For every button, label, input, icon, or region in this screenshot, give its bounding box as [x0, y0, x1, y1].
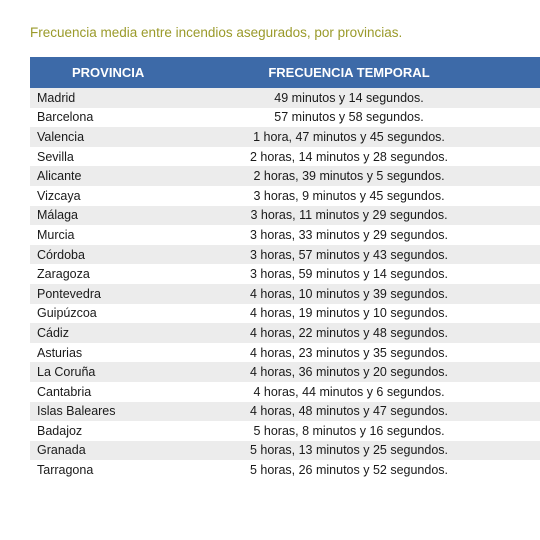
- table-row: [30, 402, 540, 422]
- cell-frecuencia: 4 horas, 36 minutos y 20 segundos.: [249, 365, 449, 380]
- table-row: [30, 421, 540, 441]
- cell-provincia: Asturias: [37, 345, 83, 360]
- table-row: [30, 323, 540, 343]
- cell-provincia: Murcia: [37, 227, 75, 242]
- cell-frecuencia: 4 horas, 22 minutos y 48 segundos.: [249, 325, 449, 340]
- table-row: [30, 362, 540, 382]
- cell-frecuencia: 4 horas, 10 minutos y 39 segundos.: [249, 286, 449, 301]
- table-row: [30, 206, 540, 226]
- cell-provincia: Cádiz: [37, 325, 69, 340]
- cell-provincia: Valencia: [37, 129, 85, 144]
- cell-frecuencia: 3 horas, 33 minutos y 29 segundos.: [249, 227, 449, 242]
- cell-provincia: La Coruña: [37, 365, 96, 380]
- cell-frecuencia: 4 horas, 44 minutos y 6 segundos.: [253, 384, 445, 399]
- cell-frecuencia: 1 hora, 47 minutos y 45 segundos.: [253, 129, 445, 144]
- cell-frecuencia: 57 minutos y 58 segundos.: [274, 110, 424, 125]
- table-row: [30, 166, 540, 186]
- table-row: [30, 186, 540, 206]
- table-row: [30, 127, 540, 147]
- cell-provincia: Guipúzcoa: [37, 306, 97, 321]
- table-row: [30, 88, 540, 108]
- table-row: [30, 304, 540, 324]
- cell-provincia: Málaga: [37, 208, 78, 223]
- table-row: [30, 225, 540, 245]
- table-row: [30, 284, 540, 304]
- cell-provincia: Barcelona: [37, 110, 94, 125]
- cell-frecuencia: 4 horas, 19 minutos y 10 segundos.: [249, 306, 449, 321]
- cell-frecuencia: 3 horas, 9 minutos y 45 segundos.: [253, 188, 445, 203]
- cell-frecuencia: 4 horas, 48 minutos y 47 segundos.: [249, 404, 449, 419]
- cell-frecuencia: 49 minutos y 14 segundos.: [274, 90, 424, 105]
- cell-frecuencia: 3 horas, 59 minutos y 14 segundos.: [249, 267, 449, 282]
- table-body: [30, 88, 540, 480]
- cell-frecuencia: 2 horas, 14 minutos y 28 segundos.: [249, 149, 449, 164]
- cell-frecuencia: 5 horas, 8 minutos y 16 segundos.: [253, 423, 445, 438]
- cell-provincia: Cantabria: [37, 384, 92, 399]
- cell-provincia: Pontevedra: [37, 286, 101, 301]
- table-row: [30, 108, 540, 128]
- table-row: [30, 460, 540, 480]
- cell-provincia: Islas Baleares: [37, 404, 116, 419]
- cell-provincia: Zaragoza: [37, 267, 90, 282]
- cell-frecuencia: 5 horas, 13 minutos y 25 segundos.: [249, 443, 449, 458]
- header-frecuencia: FRECUENCIA TEMPORAL: [268, 65, 430, 80]
- cell-provincia: Tarragona: [37, 463, 94, 478]
- table-row: [30, 147, 540, 167]
- cell-provincia: Vizcaya: [37, 188, 81, 203]
- frequency-table: [30, 57, 540, 480]
- cell-frecuencia: 2 horas, 39 minutos y 5 segundos.: [253, 169, 445, 184]
- cell-provincia: Badajoz: [37, 423, 83, 438]
- table-row: [30, 382, 540, 402]
- cell-frecuencia: 5 horas, 26 minutos y 52 segundos.: [249, 463, 449, 478]
- table-header: [30, 57, 540, 88]
- table-row: [30, 343, 540, 363]
- cell-provincia: Madrid: [37, 90, 76, 105]
- cell-frecuencia: 4 horas, 23 minutos y 35 segundos.: [249, 345, 449, 360]
- header-provincia: PROVINCIA: [72, 65, 145, 80]
- table-row: [30, 264, 540, 284]
- cell-frecuencia: 3 horas, 57 minutos y 43 segundos.: [249, 247, 449, 262]
- cell-provincia: Granada: [37, 443, 86, 458]
- cell-provincia: Córdoba: [37, 247, 85, 262]
- table-caption: Frecuencia media entre incendios asegurados, por provincias.: [30, 25, 403, 40]
- table-row: [30, 245, 540, 265]
- table-row: [30, 441, 540, 461]
- cell-frecuencia: 3 horas, 11 minutos y 29 segundos.: [250, 208, 448, 223]
- cell-provincia: Alicante: [37, 169, 82, 184]
- cell-provincia: Sevilla: [37, 149, 74, 164]
